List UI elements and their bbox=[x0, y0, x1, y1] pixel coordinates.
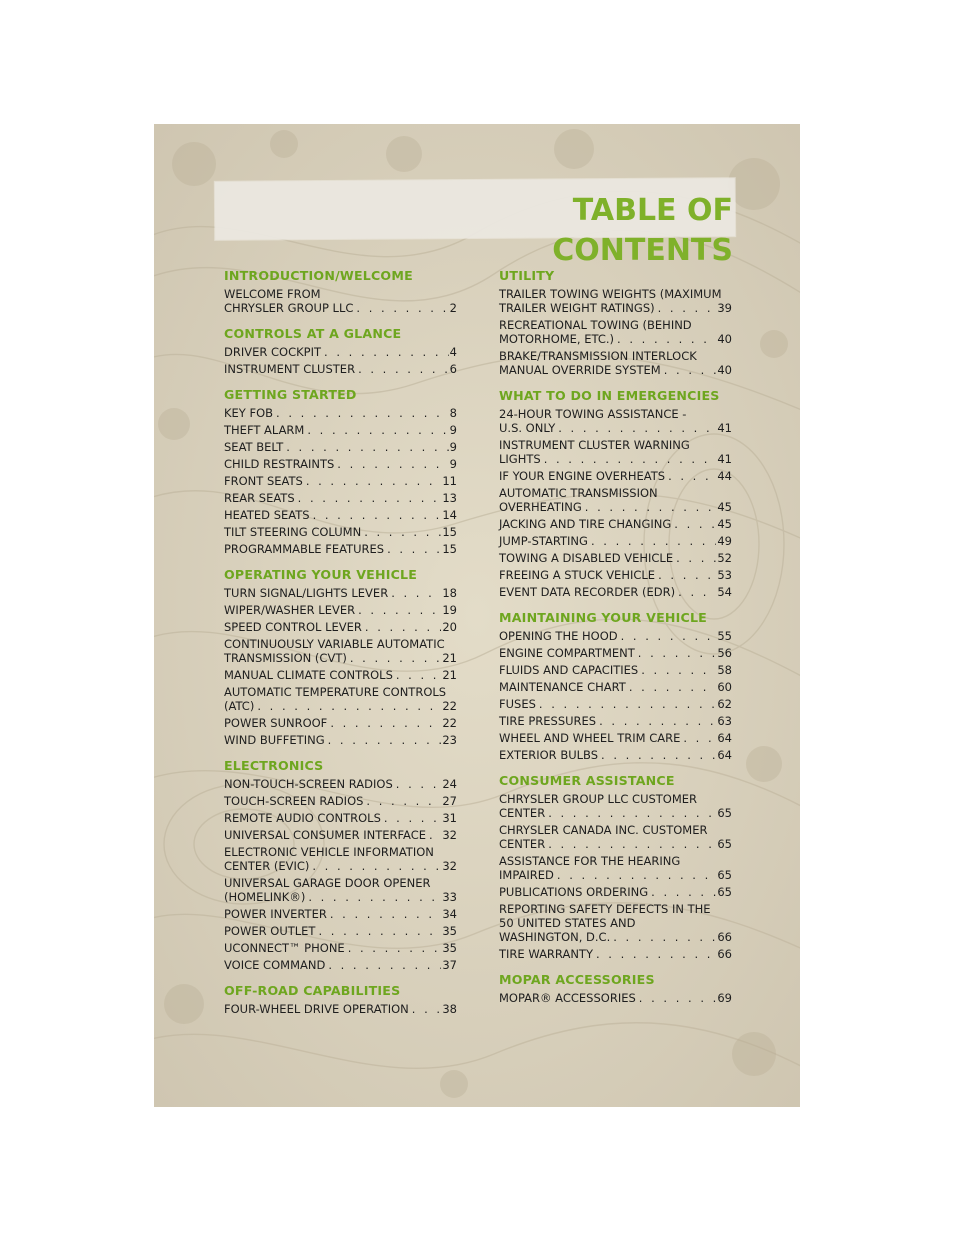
entry-page-number: 11 bbox=[442, 474, 457, 488]
dot-leader bbox=[396, 668, 441, 682]
entry-label-line: CENTER bbox=[499, 837, 546, 851]
entry-page-number: 40 bbox=[717, 332, 732, 346]
entry-page-number: 19 bbox=[442, 603, 457, 617]
entry-label-line: FUSES bbox=[499, 697, 536, 711]
toc-entry[interactable] bbox=[224, 685, 457, 713]
toc-entry[interactable] bbox=[224, 457, 457, 471]
entry-label-line: HEATED SEATS bbox=[224, 508, 310, 522]
entry-label-line: CONTINUOUSLY VARIABLE AUTOMATIC bbox=[224, 637, 445, 651]
dot-leader bbox=[658, 301, 717, 315]
toc-entry[interactable] bbox=[224, 924, 457, 938]
toc-entry[interactable] bbox=[224, 440, 457, 454]
section-heading: INTRODUCTION/WELCOME bbox=[224, 268, 413, 283]
entry-label-line: POWER OUTLET bbox=[224, 924, 316, 938]
toc-entry[interactable] bbox=[499, 731, 732, 745]
entry-label-line: TIRE PRESSURES bbox=[499, 714, 597, 728]
toc-entry[interactable] bbox=[224, 668, 457, 682]
entry-label-line: (HOMELINK®) bbox=[224, 890, 306, 904]
toc-section-introduction-welcome bbox=[224, 268, 457, 315]
entry-label-line: REPORTING SAFETY DEFECTS IN THE bbox=[499, 902, 711, 916]
entry-page-number: 49 bbox=[717, 534, 732, 548]
entry-label-line: POWER INVERTER bbox=[224, 907, 327, 921]
dot-leader bbox=[286, 440, 448, 454]
entry-label-line: JUMP-STARTING bbox=[499, 534, 588, 548]
toc-entry[interactable] bbox=[499, 517, 732, 531]
entry-page-number: 65 bbox=[717, 868, 732, 882]
toc-section-what-to-do-in-emergencies bbox=[499, 388, 732, 599]
entry-page-number: 20 bbox=[442, 620, 457, 634]
entry-label-line: VOICE COMMAND bbox=[224, 958, 326, 972]
entry-label-line: SPEED CONTROL LEVER bbox=[224, 620, 362, 634]
dot-leader bbox=[330, 907, 442, 921]
dot-leader bbox=[391, 586, 441, 600]
entry-page-number: 18 bbox=[442, 586, 457, 600]
toc-entry[interactable] bbox=[224, 491, 457, 505]
dot-leader bbox=[348, 941, 442, 955]
entry-page-number: 15 bbox=[442, 525, 457, 539]
toc-entry[interactable] bbox=[499, 947, 732, 961]
toc-entry[interactable] bbox=[224, 716, 457, 730]
toc-entry[interactable] bbox=[499, 697, 732, 711]
dot-leader bbox=[412, 1002, 442, 1016]
toc-entry[interactable] bbox=[224, 423, 457, 437]
dot-leader bbox=[617, 332, 716, 346]
section-heading: OPERATING YOUR VEHICLE bbox=[224, 567, 418, 582]
page-title: TABLE OF CONTENTS bbox=[552, 193, 733, 268]
toc-section-maintaining-your-vehicle bbox=[499, 610, 732, 762]
dot-leader bbox=[328, 958, 441, 972]
toc-entry[interactable] bbox=[224, 362, 457, 376]
entry-page-number: 9 bbox=[449, 457, 457, 471]
entry-label-line: IMPAIRED bbox=[499, 868, 554, 882]
entry-label-line: LIGHTS bbox=[499, 452, 541, 466]
entry-label-line: CHILD RESTRAINTS bbox=[224, 457, 335, 471]
dot-leader bbox=[585, 500, 717, 514]
dot-leader bbox=[257, 699, 441, 713]
entry-page-number: 37 bbox=[442, 958, 457, 972]
toc-section-mopar-accessories bbox=[499, 972, 732, 1005]
entry-page-number: 54 bbox=[717, 585, 732, 599]
entry-page-number: 21 bbox=[442, 651, 457, 665]
entry-label-line: SEAT BELT bbox=[224, 440, 284, 454]
entry-page-number: 27 bbox=[442, 794, 457, 808]
entry-page-number: 35 bbox=[442, 941, 457, 955]
toc-section-operating-your-vehicle bbox=[224, 567, 457, 747]
entry-label-line: RECREATIONAL TOWING (BEHIND bbox=[499, 318, 692, 332]
entry-label-line: PUBLICATIONS ORDERING bbox=[499, 885, 649, 899]
entry-page-number: 32 bbox=[442, 859, 457, 873]
toc-entry[interactable] bbox=[499, 748, 732, 762]
entry-label-line: INSTRUMENT CLUSTER bbox=[224, 362, 356, 376]
toc-entry[interactable] bbox=[224, 345, 457, 359]
dot-leader bbox=[548, 837, 716, 851]
dot-leader bbox=[364, 525, 441, 539]
entry-label-line: WIPER/WASHER LEVER bbox=[224, 603, 356, 617]
entry-page-number: 15 bbox=[442, 542, 457, 556]
entry-page-number: 33 bbox=[442, 890, 457, 904]
entry-label-line: KEY FOB bbox=[224, 406, 274, 420]
entry-label-line: CHRYSLER GROUP LLC bbox=[224, 301, 354, 315]
entry-label-line: (ATC) bbox=[224, 699, 255, 713]
dot-leader bbox=[539, 697, 716, 711]
toc-entry[interactable] bbox=[224, 586, 457, 600]
entry-page-number: 8 bbox=[449, 406, 457, 420]
toc-entry[interactable] bbox=[499, 902, 732, 944]
entry-page-number: 56 bbox=[717, 646, 732, 660]
entry-label-line: CHRYSLER CANADA INC. CUSTOMER bbox=[499, 823, 708, 837]
toc-entry[interactable] bbox=[224, 828, 457, 842]
entry-page-number: 9 bbox=[449, 423, 457, 437]
dot-leader bbox=[591, 534, 716, 548]
dot-leader bbox=[613, 930, 716, 944]
toc-entry[interactable] bbox=[499, 991, 732, 1005]
entry-label-line: REMOTE AUDIO CONTROLS bbox=[224, 811, 381, 825]
toc-entry[interactable] bbox=[499, 854, 732, 882]
entry-label-line: MANUAL OVERRIDE SYSTEM bbox=[499, 363, 661, 377]
section-heading: MAINTAINING YOUR VEHICLE bbox=[499, 610, 707, 625]
entry-page-number: 60 bbox=[717, 680, 732, 694]
entry-page-number: 65 bbox=[717, 806, 732, 820]
dot-leader bbox=[307, 423, 448, 437]
toc-entry[interactable] bbox=[224, 794, 457, 808]
dot-leader bbox=[544, 452, 717, 466]
toc-entry[interactable] bbox=[224, 620, 457, 634]
toc-entry[interactable] bbox=[499, 680, 732, 694]
toc-entry[interactable] bbox=[499, 486, 732, 514]
entry-label-line: ELECTRONIC VEHICLE INFORMATION bbox=[224, 845, 434, 859]
toc-entry[interactable] bbox=[224, 941, 457, 955]
toc-entry[interactable] bbox=[499, 551, 732, 565]
entry-label-line: POWER SUNROOF bbox=[224, 716, 328, 730]
entry-label-line: DRIVER COCKPIT bbox=[224, 345, 322, 359]
entry-page-number: 13 bbox=[442, 491, 457, 505]
toc-entry[interactable] bbox=[499, 714, 732, 728]
entry-page-number: 34 bbox=[442, 907, 457, 921]
entry-page-number: 52 bbox=[717, 551, 732, 565]
entry-page-number: 66 bbox=[717, 947, 732, 961]
dot-leader bbox=[557, 868, 716, 882]
toc-entry[interactable] bbox=[499, 349, 732, 377]
entry-page-number: 32 bbox=[442, 828, 457, 842]
entry-label-line: AUTOMATIC TEMPERATURE CONTROLS bbox=[224, 685, 447, 699]
toc-entry[interactable] bbox=[224, 1002, 457, 1016]
entry-label-line: OPENING THE HOOD bbox=[499, 629, 618, 643]
entry-label-line: CHRYSLER GROUP LLC CUSTOMER bbox=[499, 792, 698, 806]
toc-entry[interactable] bbox=[499, 469, 732, 483]
dot-leader bbox=[599, 714, 716, 728]
entry-label-line: WELCOME FROM bbox=[224, 287, 321, 301]
entry-label-line: FOUR-WHEEL DRIVE OPERATION bbox=[224, 1002, 409, 1016]
entry-page-number: 22 bbox=[442, 716, 457, 730]
entry-page-number: 35 bbox=[442, 924, 457, 938]
entry-label-line: TURN SIGNAL/LIGHTS LEVER bbox=[224, 586, 389, 600]
dot-leader bbox=[641, 663, 716, 677]
entry-label-line: MOTORHOME, ETC.) bbox=[499, 332, 615, 346]
dot-leader bbox=[358, 603, 441, 617]
entry-page-number: 39 bbox=[717, 301, 732, 315]
toc-section-off-road-capabilities bbox=[224, 983, 457, 1016]
dot-leader bbox=[558, 421, 716, 435]
dot-leader bbox=[366, 794, 441, 808]
section-heading: MOPAR ACCESSORIES bbox=[499, 972, 655, 987]
entry-page-number: 55 bbox=[717, 629, 732, 643]
entry-page-number: 41 bbox=[717, 452, 732, 466]
toc-entry[interactable] bbox=[224, 777, 457, 791]
entry-page-number: 65 bbox=[717, 885, 732, 899]
entry-label-line: EXTERIOR BULBS bbox=[499, 748, 599, 762]
entry-page-number: 53 bbox=[717, 568, 732, 582]
toc-entry[interactable] bbox=[499, 318, 732, 346]
dot-leader bbox=[596, 947, 716, 961]
dot-leader bbox=[683, 731, 716, 745]
dot-leader bbox=[330, 716, 441, 730]
toc-entry[interactable] bbox=[499, 663, 732, 677]
toc-section-getting-started bbox=[224, 387, 457, 556]
dot-leader bbox=[313, 508, 442, 522]
toc-entry[interactable] bbox=[224, 603, 457, 617]
toc-section-electronics bbox=[224, 758, 457, 972]
entry-label-line: ASSISTANCE FOR THE HEARING bbox=[499, 854, 681, 868]
dot-leader bbox=[429, 828, 441, 842]
entry-label-line: MAINTENANCE CHART bbox=[499, 680, 626, 694]
dot-leader bbox=[674, 517, 716, 531]
dot-leader bbox=[365, 620, 441, 634]
entry-label-line: THEFT ALARM bbox=[224, 423, 305, 437]
section-heading: OFF-ROAD CAPABILITIES bbox=[224, 983, 401, 998]
entry-page-number: 9 bbox=[449, 440, 457, 454]
dot-leader bbox=[328, 733, 442, 747]
toc-entry[interactable] bbox=[224, 811, 457, 825]
entry-page-number: 6 bbox=[449, 362, 457, 376]
dot-leader bbox=[306, 474, 442, 488]
entry-label-line: BRAKE/TRANSMISSION INTERLOCK bbox=[499, 349, 697, 363]
dot-leader bbox=[639, 991, 717, 1005]
entry-label-line: PROGRAMMABLE FEATURES bbox=[224, 542, 385, 556]
toc-entry[interactable] bbox=[224, 845, 457, 873]
dot-leader bbox=[358, 362, 449, 376]
toc-entry[interactable] bbox=[499, 885, 732, 899]
dot-leader bbox=[276, 406, 449, 420]
entry-label-line: UCONNECT™ PHONE bbox=[224, 941, 345, 955]
entry-label-line: MANUAL CLIMATE CONTROLS bbox=[224, 668, 393, 682]
dot-leader bbox=[387, 542, 441, 556]
section-heading: CONSUMER ASSISTANCE bbox=[499, 773, 675, 788]
dot-leader bbox=[678, 585, 716, 599]
dot-leader bbox=[350, 651, 442, 665]
entry-page-number: 38 bbox=[442, 1002, 457, 1016]
dot-leader bbox=[676, 551, 716, 565]
entry-label-line: FRONT SEATS bbox=[224, 474, 303, 488]
toc-entry[interactable] bbox=[224, 876, 457, 904]
entry-label-line: U.S. ONLY bbox=[499, 421, 556, 435]
entry-label-line: EVENT DATA RECORDER (EDR) bbox=[499, 585, 676, 599]
entry-page-number: 45 bbox=[717, 517, 732, 531]
dot-leader bbox=[668, 469, 716, 483]
entry-page-number: 14 bbox=[442, 508, 457, 522]
dot-leader bbox=[318, 924, 441, 938]
entry-label-line: OVERHEATING bbox=[499, 500, 582, 514]
entry-label-line: WIND BUFFETING bbox=[224, 733, 325, 747]
dot-leader bbox=[356, 301, 448, 315]
entry-label-line: ENGINE COMPARTMENT bbox=[499, 646, 635, 660]
toc-right-column bbox=[499, 268, 732, 1008]
toc-entry[interactable] bbox=[499, 407, 732, 435]
entry-label-line: IF YOUR ENGINE OVERHEATS bbox=[499, 469, 666, 483]
toc-entry[interactable] bbox=[499, 568, 732, 582]
dot-leader bbox=[308, 890, 441, 904]
dot-leader bbox=[337, 457, 448, 471]
entry-label-line: TOWING A DISABLED VEHICLE bbox=[499, 551, 674, 565]
toc-entry[interactable] bbox=[224, 406, 457, 420]
dot-leader bbox=[629, 680, 717, 694]
entry-label-line: TIRE WARRANTY bbox=[499, 947, 593, 961]
entry-page-number: 40 bbox=[717, 363, 732, 377]
dot-leader bbox=[396, 777, 442, 791]
toc-entry[interactable] bbox=[499, 823, 732, 851]
entry-label-line: TRAILER WEIGHT RATINGS) bbox=[499, 301, 655, 315]
toc-entry[interactable] bbox=[224, 907, 457, 921]
toc-entry[interactable] bbox=[224, 474, 457, 488]
dot-leader bbox=[664, 363, 717, 377]
entry-label-line: TRAILER TOWING WEIGHTS (MAXIMUM bbox=[499, 287, 722, 301]
entry-page-number: 23 bbox=[442, 733, 457, 747]
entry-page-number: 64 bbox=[717, 748, 732, 762]
entry-label-line: FREEING A STUCK VEHICLE bbox=[499, 568, 656, 582]
dot-leader bbox=[621, 629, 717, 643]
entry-label-line: INSTRUMENT CLUSTER WARNING bbox=[499, 438, 690, 452]
entry-label-line: CENTER bbox=[499, 806, 546, 820]
entry-label-line: UNIVERSAL CONSUMER INTERFACE bbox=[224, 828, 427, 842]
entry-label-line: UNIVERSAL GARAGE DOOR OPENER bbox=[224, 876, 431, 890]
entry-label-line: 24-HOUR TOWING ASSISTANCE - bbox=[499, 407, 687, 421]
entry-label-line: FLUIDS AND CAPACITIES bbox=[499, 663, 639, 677]
entry-page-number: 44 bbox=[717, 469, 732, 483]
section-heading: WHAT TO DO IN EMERGENCIES bbox=[499, 388, 720, 403]
dot-leader bbox=[638, 646, 717, 660]
dot-leader bbox=[298, 491, 442, 505]
entry-page-number: 65 bbox=[717, 837, 732, 851]
toc-entry[interactable] bbox=[224, 542, 457, 556]
toc-entry[interactable] bbox=[499, 438, 732, 466]
entry-page-number: 31 bbox=[442, 811, 457, 825]
entry-label-line: CENTER (EVIC) bbox=[224, 859, 310, 873]
entry-page-number: 24 bbox=[442, 777, 457, 791]
toc-entry[interactable] bbox=[499, 534, 732, 548]
toc-entry[interactable] bbox=[499, 585, 732, 599]
entry-label-line: NON-TOUCH-SCREEN RADIOS bbox=[224, 777, 393, 791]
entry-page-number: 2 bbox=[449, 301, 457, 315]
toc-entry[interactable] bbox=[224, 733, 457, 747]
entry-page-number: 4 bbox=[449, 345, 457, 359]
toc-entry[interactable] bbox=[224, 637, 457, 665]
entry-page-number: 62 bbox=[717, 697, 732, 711]
toc-entry[interactable] bbox=[224, 525, 457, 539]
dot-leader bbox=[601, 748, 716, 762]
dot-leader bbox=[548, 806, 716, 820]
entry-page-number: 45 bbox=[717, 500, 732, 514]
toc-section-utility bbox=[499, 268, 732, 377]
entry-label-line: TRANSMISSION (CVT) bbox=[224, 651, 347, 665]
toc-entry[interactable] bbox=[224, 287, 457, 315]
entry-page-number: 63 bbox=[717, 714, 732, 728]
entry-label-line: JACKING AND TIRE CHANGING bbox=[499, 517, 672, 531]
toc-page bbox=[154, 124, 800, 1107]
toc-entry[interactable] bbox=[224, 508, 457, 522]
entry-page-number: 22 bbox=[442, 699, 457, 713]
section-heading: GETTING STARTED bbox=[224, 387, 357, 402]
entry-page-number: 21 bbox=[442, 668, 457, 682]
entry-label-line: WASHINGTON, D.C. bbox=[499, 930, 611, 944]
toc-section-consumer-assistance bbox=[499, 773, 732, 961]
section-heading: ELECTRONICS bbox=[224, 758, 324, 773]
section-heading: CONTROLS AT A GLANCE bbox=[224, 326, 402, 341]
section-heading: UTILITY bbox=[499, 268, 555, 283]
dot-leader bbox=[324, 345, 449, 359]
entry-page-number: 66 bbox=[717, 930, 732, 944]
entry-label-line: MOPAR® ACCESSORIES bbox=[499, 991, 636, 1005]
dot-leader bbox=[312, 859, 441, 873]
entry-page-number: 64 bbox=[717, 731, 732, 745]
toc-entry[interactable] bbox=[499, 287, 732, 315]
dot-leader bbox=[651, 885, 716, 899]
entry-label-line: AUTOMATIC TRANSMISSION bbox=[499, 486, 658, 500]
entry-label-line: 50 UNITED STATES AND bbox=[499, 916, 636, 930]
toc-entry[interactable] bbox=[499, 629, 732, 643]
toc-section-controls-at-a-glance bbox=[224, 326, 457, 376]
entry-page-number: 41 bbox=[717, 421, 732, 435]
dot-leader bbox=[658, 568, 716, 582]
entry-label-line: WHEEL AND WHEEL TRIM CARE bbox=[499, 731, 681, 745]
toc-entry[interactable] bbox=[499, 792, 732, 820]
entry-label-line: TILT STEERING COLUMN bbox=[224, 525, 362, 539]
entry-page-number: 58 bbox=[717, 663, 732, 677]
dot-leader bbox=[384, 811, 441, 825]
entry-page-number: 69 bbox=[717, 991, 732, 1005]
entry-label-line: TOUCH-SCREEN RADIOS bbox=[224, 794, 364, 808]
toc-left-column bbox=[224, 268, 457, 1019]
entry-label-line: REAR SEATS bbox=[224, 491, 295, 505]
toc-entry[interactable] bbox=[499, 646, 732, 660]
toc-entry[interactable] bbox=[224, 958, 457, 972]
